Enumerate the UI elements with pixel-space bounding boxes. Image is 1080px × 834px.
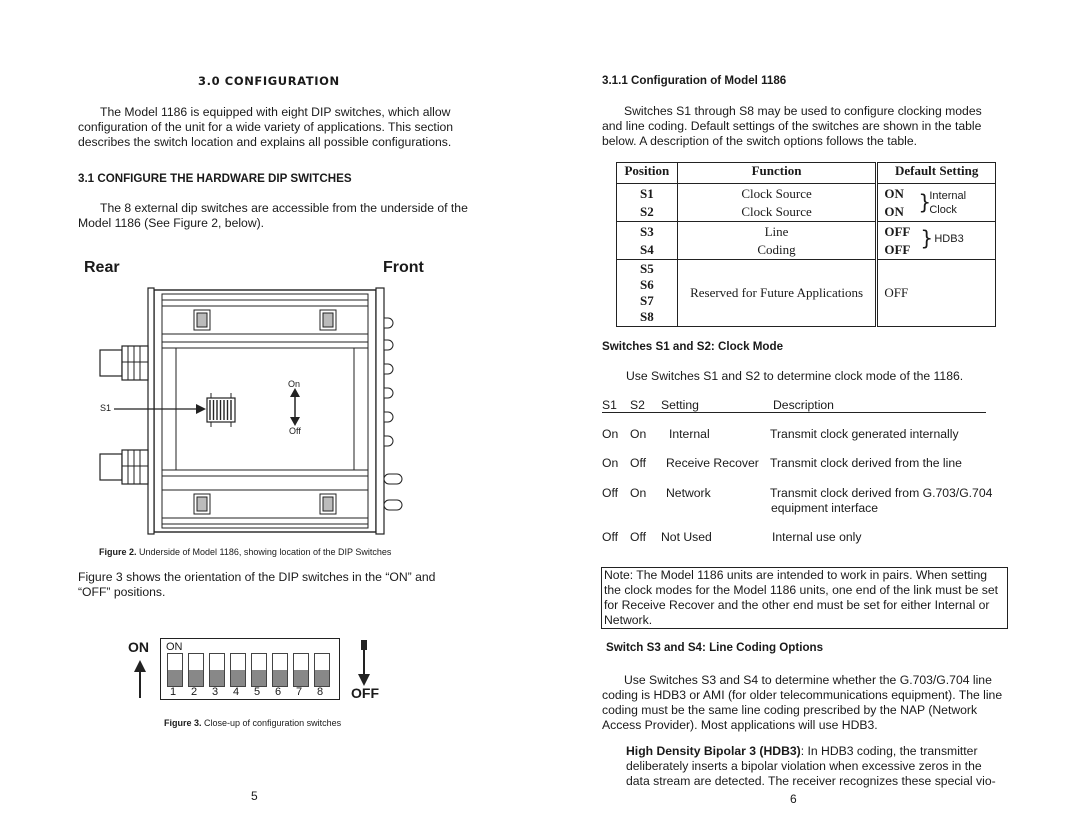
default-cell: ON bbox=[884, 186, 904, 201]
subsection-title: 3.1 CONFIGURE THE HARDWARE DIP SWITCHES bbox=[78, 172, 352, 185]
dip-paragraph: The 8 external dip switches are accessible from the underside of the Model 1186 (See Figure 2, below). bbox=[78, 201, 468, 230]
default-cell: OFF bbox=[884, 285, 909, 300]
position-cell: S4 bbox=[639, 242, 654, 257]
function-cell: Clock Source bbox=[741, 204, 812, 219]
description-cell: equipment interface bbox=[771, 501, 879, 515]
on-big-label: ON bbox=[128, 639, 149, 655]
description-cell: Transmit clock derived from G.703/G.704 bbox=[770, 486, 993, 500]
hdb3-paragraph bbox=[626, 744, 1008, 789]
setting-cell: Network bbox=[666, 486, 711, 500]
position-cell: S1 bbox=[639, 186, 654, 201]
setting-cell: Internal bbox=[669, 427, 710, 441]
function-cell: Coding bbox=[757, 242, 796, 257]
dip-switch-8[interactable] bbox=[314, 653, 330, 687]
section-title: 3.0 CONFIGURATION bbox=[198, 74, 340, 88]
on-label: On bbox=[288, 379, 301, 389]
position-cell: S6 bbox=[639, 277, 654, 292]
switch-number: 4 bbox=[233, 686, 240, 698]
dip-switch-1[interactable] bbox=[167, 653, 183, 687]
intro-paragraph: Switches S1 through S8 may be used to configure clocking modes and line coding. Default settings of the switches are shown in the table below. A description of the switch options follows the table. bbox=[602, 104, 982, 148]
table-header-row bbox=[617, 163, 996, 184]
note-box: Note: The Model 1186 units are intended to work in pairs. When setting the clock modes for the Model 1186 units, one end of the link must be set for Receive Recover and the other end must be set for either Internal or Network. bbox=[601, 567, 1008, 629]
column-header: Default Setting bbox=[877, 163, 996, 184]
brace-label: Clock bbox=[929, 204, 957, 216]
s1-cell: On bbox=[602, 427, 619, 441]
table-row bbox=[617, 260, 996, 327]
clock-mode-header-row bbox=[602, 398, 986, 413]
switch-number: 2 bbox=[191, 686, 198, 698]
column-header: Description bbox=[773, 398, 834, 412]
page-right bbox=[540, 0, 1080, 834]
switch-number: 7 bbox=[296, 686, 303, 698]
s1-cell: Off bbox=[602, 530, 619, 544]
column-header: Function bbox=[677, 163, 877, 184]
description-cell: Transmit clock generated internally bbox=[770, 427, 959, 441]
clock-mode-title: Switches S1 and S2: Clock Mode bbox=[602, 340, 784, 353]
position-cell: S8 bbox=[639, 309, 654, 324]
intro-paragraph: The Model 1186 is equipped with eight DIP switches, which allow configuration of the unit for a wide variety of applications. This section describes the switch location and explains all possible configurations. bbox=[78, 105, 454, 149]
figure2-caption: Figure 2. Underside of Model 1186, showing location of the DIP Switches bbox=[99, 547, 392, 557]
page-number: 5 bbox=[251, 789, 258, 803]
page-number: 6 bbox=[790, 792, 797, 806]
function-cell: Reserved for Future Applications bbox=[690, 285, 863, 300]
column-header: Position bbox=[617, 163, 678, 184]
on-small-label: ON bbox=[166, 641, 183, 653]
off-label: Off bbox=[289, 426, 301, 436]
s2-cell: Off bbox=[630, 530, 647, 544]
brace-label: Internal bbox=[929, 190, 967, 202]
table-row bbox=[617, 184, 996, 222]
function-cell: Clock Source bbox=[741, 186, 812, 201]
switch-number: 6 bbox=[275, 686, 282, 698]
s1-cell: On bbox=[602, 456, 619, 470]
s2-cell: On bbox=[630, 486, 647, 500]
dip-switch-2[interactable] bbox=[188, 653, 204, 687]
s1-label: S1 bbox=[100, 403, 112, 413]
s2-cell: Off bbox=[630, 456, 647, 470]
switch-number: 5 bbox=[254, 686, 261, 698]
column-header: Setting bbox=[661, 398, 699, 412]
dip-switch-5[interactable] bbox=[251, 653, 267, 687]
figure3-caption: Figure 3. Close-up of configuration switches bbox=[164, 718, 342, 728]
brace-label: HDB3 bbox=[934, 233, 964, 245]
down-arrow-icon bbox=[357, 640, 371, 686]
dip-switch-4[interactable] bbox=[230, 653, 246, 687]
front-label: Front bbox=[383, 259, 424, 276]
switch-number: 8 bbox=[317, 686, 324, 698]
position-cell: S5 bbox=[639, 261, 654, 276]
brace-glyph: } bbox=[920, 226, 934, 250]
description-cell: Internal use only bbox=[772, 530, 862, 544]
brace-glyph: } bbox=[918, 190, 932, 214]
off-big-label: OFF bbox=[351, 685, 379, 701]
default-cell: OFF bbox=[884, 224, 911, 239]
column-header: S2 bbox=[630, 398, 645, 412]
dip-switch-7[interactable] bbox=[293, 653, 309, 687]
default-cell: OFF bbox=[884, 242, 911, 257]
hdb3-title: High Density Bipolar 3 (HDB3) bbox=[626, 744, 801, 758]
switch-number: 1 bbox=[170, 686, 177, 698]
unit-underside-diagram bbox=[90, 284, 410, 544]
table-row bbox=[617, 222, 996, 260]
subsection-title: 3.1.1 Configuration of Model 1186 bbox=[602, 74, 787, 87]
switch-number: 3 bbox=[212, 686, 219, 698]
rear-label: Rear bbox=[84, 259, 120, 276]
column-header: S1 bbox=[602, 398, 617, 412]
default-cell: ON bbox=[884, 204, 904, 219]
hdb3-text: : In HDB3 coding, the transmitter deliberately inserts a bipolar violation when excessive zeros in the data stream are detected. The receiver recognizes these special vio- bbox=[626, 744, 996, 788]
description-cell: Transmit clock derived from the line bbox=[770, 456, 962, 470]
dip-switch-6[interactable] bbox=[272, 653, 288, 687]
position-cell: S3 bbox=[639, 224, 654, 239]
position-cell: S7 bbox=[639, 293, 654, 308]
position-cell: S2 bbox=[639, 204, 654, 219]
clock-mode-intro: Use Switches S1 and S2 to determine clock mode of the 1186. bbox=[626, 369, 964, 383]
setting-cell: Not Used bbox=[661, 530, 712, 544]
line-coding-title: Switch S3 and S4: Line Coding Options bbox=[606, 641, 824, 654]
up-arrow-icon bbox=[133, 660, 147, 700]
switch-row bbox=[167, 653, 333, 687]
config-table bbox=[616, 162, 996, 327]
dip-switch-closeup bbox=[160, 638, 340, 700]
function-cell: Line bbox=[764, 224, 789, 239]
s1-cell: Off bbox=[602, 486, 619, 500]
dip-switch-3[interactable] bbox=[209, 653, 225, 687]
setting-cell: Receive Recover bbox=[666, 456, 759, 470]
figure3-intro: Figure 3 shows the orientation of the DIP switches in the “ON” and “OFF” positions. bbox=[78, 570, 436, 599]
line-coding-paragraph: Use Switches S3 and S4 to determine whether the G.703/G.704 line coding is HDB3 or AMI (for older telecommunications equipment). The line coding must be the same line coding prescribed by the NAP (Network Access Provider). Most applications will use HDB3. bbox=[602, 673, 1003, 732]
s2-cell: On bbox=[630, 427, 647, 441]
